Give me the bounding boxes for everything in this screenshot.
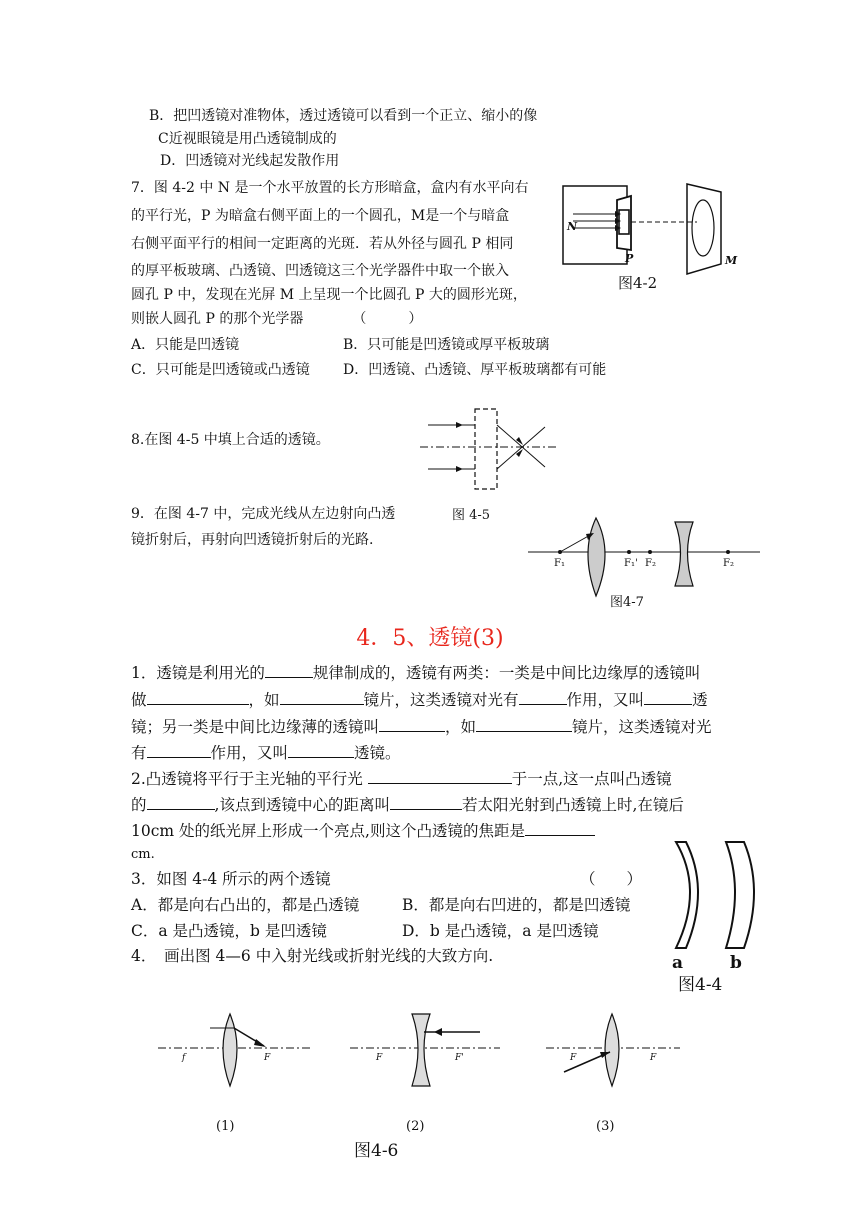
- dashed-lens-box: [475, 409, 497, 489]
- blank[interactable]: [147, 690, 249, 705]
- s2-q2-text: 10cm 处的纸光屏上形成一个亮点,则这个凸透镜的焦距是: [131, 822, 525, 840]
- s2-q2-text: 2.凸透镜将平行于主光轴的平行光: [131, 770, 363, 788]
- sub-caption-3: (3): [596, 1119, 615, 1134]
- q7-line-1: 7．图 4-2 中 N 是一个水平放置的长方形暗盒，盒内有水平向右: [131, 180, 529, 196]
- s2-q1-text: 镜；另一类是中间比边缘薄的透镜叫: [131, 718, 380, 736]
- q7-line-5: 圆孔 P 中，发现在光屏 M 上呈现一个比圆孔 P 大的圆形光斑，: [131, 287, 527, 303]
- s2-q4-text: 4． 画出图 4—6 中入射光线或折射光线的大致方向.: [131, 947, 494, 965]
- label-f1: F₁: [554, 558, 565, 569]
- label-f-3b: F: [650, 1053, 657, 1063]
- s2-q1-text: ，如: [445, 718, 477, 736]
- blank[interactable]: [265, 663, 313, 678]
- s2-q2-text: ,该点到透镜中心的距离叫: [214, 796, 390, 814]
- blank[interactable]: [368, 769, 512, 784]
- blank[interactable]: [476, 717, 572, 732]
- q7-line-3: 右侧平面平行的相间一定距离的光斑．若从外径与圆孔 P 相同: [131, 236, 514, 252]
- blank[interactable]: [147, 795, 215, 810]
- blank[interactable]: [519, 690, 567, 705]
- label-b: b: [730, 953, 742, 973]
- s2-q3-stem: 3．如图 4-4 所示的两个透镜: [131, 870, 331, 888]
- sub-caption-1: (1): [216, 1119, 235, 1134]
- s2-q2-text: 的: [131, 796, 147, 814]
- concave-lens: [675, 522, 693, 586]
- s2-q3-bracket: （ ）: [580, 870, 643, 888]
- label-p: P: [625, 252, 634, 265]
- lens-a: [676, 842, 698, 948]
- figure-4-2-caption: 图4-2: [618, 274, 658, 292]
- label-a: a: [672, 953, 684, 973]
- s2-q1-text: 镜片，这类透镜对光: [572, 718, 712, 736]
- s2-q1-text: 透镜。: [354, 744, 401, 762]
- s2-q1-line-3: [131, 717, 712, 737]
- s2-q3-option-c: C．a 是凸透镜，b 是凹透镜: [131, 922, 327, 940]
- s2-q2-line-2: [131, 795, 684, 815]
- s2-q1-line-2: [131, 690, 708, 710]
- s2-q2-text: 若太阳光射到凸透镜上时,在镜后: [461, 796, 684, 814]
- s2-q1-text: ，如: [248, 691, 280, 709]
- q7-line-2: 的平行光，P 为暗盒右侧平面上的一个圆孔，M是一个与暗盒: [131, 208, 510, 224]
- lens-b: [726, 842, 754, 948]
- q7-line-4: 的厚平板玻璃、凸透镜、凹透镜这三个光学器件中取一个嵌入: [131, 263, 509, 279]
- label-n: N: [567, 220, 578, 233]
- label-f2: F₂: [645, 558, 656, 569]
- blank[interactable]: [644, 690, 692, 705]
- s2-q2-line-1: [131, 769, 672, 789]
- blank[interactable]: [525, 821, 595, 836]
- figure-4-7-caption: 图4-7: [610, 595, 644, 610]
- q9-line-1: 9．在图 4-7 中，完成光线从左边射向凸透: [131, 506, 396, 522]
- q7-option-b: B．只可能是凹透镜或厚平板玻璃: [343, 337, 550, 353]
- q7-option-d: D．凹透镜、凸透镜、厚平板玻璃都有可能: [343, 362, 607, 378]
- q8-text: 8.在图 4-5 中填上合适的透镜。: [131, 432, 330, 448]
- s2-q2-line-3: [131, 821, 595, 841]
- s2-q1-text: 1．透镜是利用光的: [131, 664, 265, 682]
- s2-q1-text: 镜片，这类透镜对光有: [363, 691, 519, 709]
- s2-q1-line-1: [131, 663, 700, 683]
- convex-lens: [588, 518, 605, 596]
- convex-lens-3: [605, 1014, 619, 1086]
- convex-lens-1: [223, 1014, 237, 1086]
- q6-option-b: B．把凹透镜对准物体，透过透镜可以看到一个正立、缩小的像: [149, 108, 538, 124]
- s2-q1-text: 规律制成的，透镜有两类：一类是中间比边缘厚的透镜叫: [312, 664, 701, 682]
- q7-line-6: 则嵌人圆孔 P 的那个光学器 （ ）: [131, 311, 423, 327]
- label-f-2b: F': [455, 1053, 464, 1063]
- s2-q1-text: 透: [692, 691, 708, 709]
- blank[interactable]: [379, 717, 445, 732]
- label-m: M: [725, 254, 738, 267]
- figure-4-6: [150, 1006, 690, 1166]
- section-title: 4．5、透镜(3): [356, 626, 504, 651]
- label-f-1b: F: [264, 1053, 271, 1063]
- s2-q1-line-4: [131, 743, 401, 763]
- s2-q3-option-d: D．b 是凸透镜，a 是凹透镜: [402, 922, 599, 940]
- concave-lens-2: [412, 1014, 430, 1086]
- figure-4-6-caption: 图4-6: [354, 1141, 399, 1161]
- s2-q3-option-a: A．都是向右凸出的，都是凸透镜: [131, 896, 360, 914]
- figure-4-7: [528, 512, 764, 612]
- figure-4-4-caption: 图4-4: [678, 975, 723, 995]
- blank[interactable]: [147, 743, 211, 758]
- s2-q1-text: 有: [131, 744, 147, 762]
- blank[interactable]: [280, 690, 364, 705]
- s2-q2-text: 于一点,这一点叫凸透镜: [511, 770, 672, 788]
- label-f2-right: F₂: [723, 558, 734, 569]
- s2-q1-text: 作用，又叫: [566, 691, 645, 709]
- sub-caption-2: (2): [406, 1119, 425, 1134]
- q9-line-2: 镜折射后，再射向凹透镜折射后的光路.: [131, 532, 374, 548]
- label-f-3a: F: [570, 1053, 577, 1063]
- figure-4-2: [555, 178, 745, 298]
- label-f-2a: F: [376, 1053, 383, 1063]
- q7-option-c: C．只可能是凹透镜或凸透镜: [131, 362, 310, 378]
- q6-option-c: C近视眼镜是用凸透镜制成的: [158, 131, 337, 147]
- blank[interactable]: [390, 795, 462, 810]
- s2-q3-option-b: B．都是向右凹进的，都是凹透镜: [402, 896, 631, 914]
- q7-option-a: A．只能是凹透镜: [131, 337, 240, 353]
- s2-q1-text: 作用，又叫: [210, 744, 289, 762]
- label-f1-prime: F₁': [624, 558, 638, 569]
- q6-option-d: D．凹透镜对光线起发散作用: [160, 153, 340, 169]
- label-f-1a: f: [182, 1053, 186, 1063]
- figure-4-4: [664, 838, 774, 998]
- blank[interactable]: [288, 743, 354, 758]
- figure-4-5-caption: 图 4-5: [452, 508, 491, 523]
- s2-q1-text: 做: [131, 691, 147, 709]
- s2-q2-unit: cm.: [131, 847, 155, 862]
